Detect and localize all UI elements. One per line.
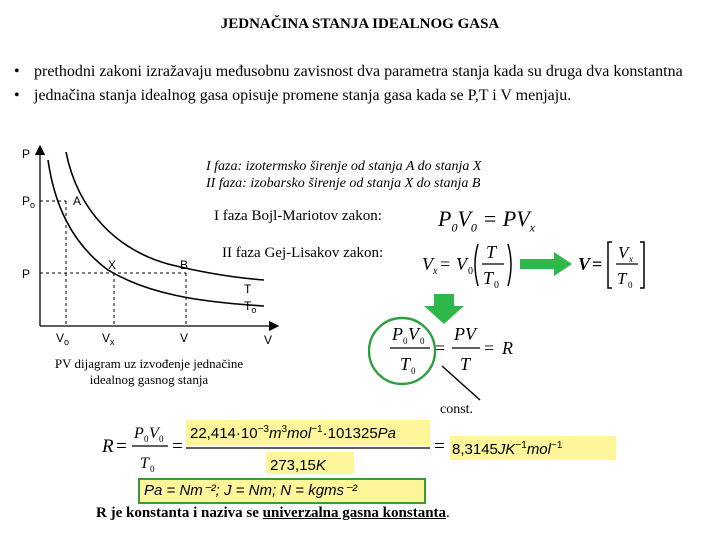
svg-text:P: P	[392, 324, 403, 344]
point-a: A	[73, 194, 82, 208]
svg-text:0: 0	[468, 266, 473, 277]
pv-caption-line1: PV dijagram uz izvođenje jednačine	[54, 356, 244, 371]
bullet-dot: •	[14, 63, 20, 80]
green-arrow-right-icon	[520, 252, 572, 276]
label-p: P	[22, 267, 31, 281]
boyle-equation: $P_0V_0 = PV_x$	[438, 206, 535, 235]
units-text: Pa = Nm⁻²; J = Nm; N = kgms⁻²	[144, 482, 357, 499]
pv-caption-line2: idealnog gasnog stanja	[89, 372, 209, 387]
svg-text:PV: PV	[454, 324, 476, 344]
phase-1-text: I faza: izotermsko širenje od stanja A do stanja X	[206, 159, 482, 174]
phase-caption	[206, 158, 481, 192]
axis-label-p: P	[22, 147, 31, 161]
curve-label-t0: $T_o$	[244, 299, 257, 315]
svg-text:0: 0	[144, 434, 149, 444]
bullet-text: jednačina stanja idealnog gasa opisuje promene stanja gasa kada se P,T i V menjaju.	[34, 87, 572, 104]
bullet-list	[14, 62, 714, 110]
svg-text:T: T	[617, 269, 627, 288]
conclusion	[96, 505, 450, 522]
gay-lussac-law-label: II faza Gej-Lisakov zakon:	[222, 245, 384, 261]
svg-text:x: x	[629, 254, 633, 264]
svg-text:0: 0	[411, 366, 416, 376]
svg-text:0: 0	[159, 434, 164, 444]
svg-text:0: 0	[150, 464, 155, 474]
svg-text:=: =	[172, 436, 183, 457]
svg-text:=: =	[440, 254, 451, 274]
volume-equation	[574, 236, 646, 294]
svg-text:T: T	[140, 455, 149, 472]
bullet-item	[14, 62, 714, 82]
conclusion-emphasis: univerzalna gasna konstanta	[262, 505, 447, 521]
svg-text:0: 0	[494, 280, 499, 291]
bullet-text: prethodni zakoni izražavaju međusobnu zavisnost dva parametra stanja kada su druga dva konstantna	[34, 63, 683, 80]
phase-2-text: II faza: izobarsko širenje od stanja X do stanja B	[206, 176, 481, 191]
conclusion-text: R je konstanta i naziva se	[96, 505, 263, 521]
svg-text:R: R	[102, 436, 114, 457]
svg-text:V: V	[408, 324, 419, 344]
svg-text:=: =	[116, 436, 127, 457]
axis-label-v: V	[264, 333, 273, 347]
svg-text:V: V	[618, 243, 629, 262]
point-x: X	[108, 258, 117, 272]
svg-text:T: T	[483, 268, 494, 288]
svg-text:8,3145JK−1mol−1: $8,3145JK^{-1}mol^{-1}$	[452, 440, 563, 458]
conclusion-period: .	[446, 505, 450, 521]
svg-text:V: V	[149, 425, 159, 442]
combined-equation	[368, 306, 528, 402]
label-v: V	[180, 331, 189, 345]
svg-text:T: T	[400, 354, 411, 374]
svg-text:22,414·10−3m3mol−1·101325Pa: $22,414\cdot 10^{-3}m^3mol^{-1}\cdot 101325Pa$	[190, 424, 397, 442]
svg-text:V: V	[578, 254, 591, 274]
svg-text:T: T	[486, 242, 497, 262]
svg-text:=: =	[592, 254, 603, 274]
page-title: JEDNAČINA STANJA IDEALNOG GASA	[220, 16, 500, 32]
point-b: B	[180, 258, 189, 272]
svg-text:P: P	[134, 425, 144, 442]
r-calculation	[98, 418, 618, 476]
svg-text:x: x	[433, 266, 438, 277]
const-label: const.	[440, 402, 474, 417]
label-p0: $P_o$	[22, 194, 36, 210]
svg-text:0: 0	[420, 336, 425, 346]
gay-lussac-equation	[420, 236, 520, 294]
svg-text:=: =	[434, 436, 445, 457]
curve-label-t: T	[244, 282, 252, 296]
bullet-item	[14, 86, 714, 106]
svg-text:0: 0	[403, 336, 408, 346]
svg-text:R: R	[502, 338, 513, 358]
svg-text:273,15K: 273,15K	[270, 457, 326, 474]
label-v0: $V_o$	[56, 331, 70, 347]
svg-text:=: =	[484, 338, 495, 358]
svg-text:V: V	[422, 254, 433, 274]
pv-caption	[24, 356, 274, 388]
svg-text:T: T	[460, 354, 471, 374]
svg-text:V: V	[456, 254, 467, 274]
bullet-dot: •	[14, 87, 20, 104]
label-vx: $V_x$	[102, 331, 115, 347]
boyle-law-label: I faza Bojl-Mariotov zakon:	[214, 208, 382, 224]
units-box	[138, 478, 426, 504]
svg-text:=: =	[435, 338, 446, 358]
svg-text:0: 0	[628, 280, 633, 290]
